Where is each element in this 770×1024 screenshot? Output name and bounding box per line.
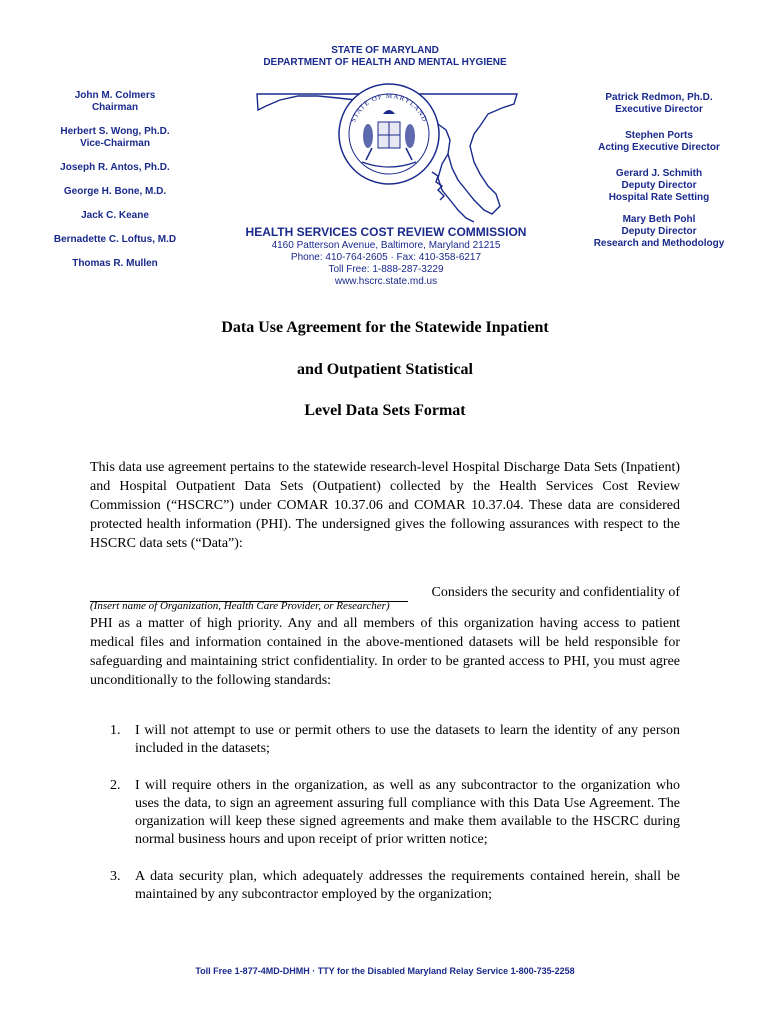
staff-entry — [584, 92, 734, 130]
intro-paragraph: This data use agreement pertains to the statewide research-level Hospital Discharge Data Sets (Inpatient) and Hospital Outpatient Data Sets (Outpatient) collected by the Health Services Cost Review Commission (“HSCRC”) under COMAR 10.37.06 and COMAR 10.37.04. These data are considered protected health information (PHI). The undersigned gives the following assurances with respect to the HSCRC data sets (“Data”): — [90, 460, 680, 551]
list-item-number: 2. — [110, 778, 121, 793]
commissioner-role: Chairman — [91, 102, 139, 113]
department-heading: DEPARTMENT OF HEALTH AND MENTAL HYGIENE — [263, 57, 507, 68]
commission-name: HEALTH SERVICES COST REVIEW COMMISSION — [245, 225, 527, 239]
commission-website[interactable]: www.hscrc.state.md.us — [334, 276, 438, 287]
document-title-line-3: Level Data Sets Format — [304, 402, 466, 419]
staff-entry — [584, 130, 734, 168]
commissioner-name: Bernadette C. Loftus, M.D — [53, 234, 177, 245]
commissioner-name: Thomas R. Mullen — [72, 258, 158, 269]
staff-title: Deputy Director — [621, 180, 697, 191]
commissioner-entry — [40, 126, 190, 162]
list-item-number: 1. — [110, 723, 121, 738]
staff-title: Deputy Director — [621, 226, 697, 237]
document-title-line-1: Data Use Agreement for the Statewide Inpatient — [221, 319, 549, 336]
commission-info — [236, 224, 536, 288]
signature-caption: (Insert name of Organization, Health Care Provider, or Researcher) — [90, 600, 390, 612]
footer-contact: Toll Free 1-877-4MD-DHMH · TTY for the Disabled Maryland Relay Service 1-800-735-2258 — [195, 966, 575, 976]
phi-paragraph: PHI as a matter of high priority. Any and all members of this organization having access to patient medical files and information contained in the above-mentioned datasets will be held responsible for safeguarding and maintaining strict confidentiality. In order to be granted access to PHI, you must agree unconditionally to the following standards: — [90, 616, 680, 688]
staff-title: Acting Executive Director — [598, 142, 720, 153]
staff-name: Patrick Redmon, Ph.D. — [605, 92, 713, 103]
commissioner-entry — [40, 186, 190, 210]
commissioner-name: Joseph R. Antos, Ph.D. — [60, 162, 170, 173]
staff-list — [584, 92, 734, 250]
state-heading: STATE OF MARYLAND — [331, 45, 439, 56]
state-seal — [339, 84, 439, 184]
commissioner-role: Vice-Chairman — [80, 138, 150, 149]
commissioner-entry — [40, 234, 190, 258]
svg-text:STATE OF MARYLAND: STATE OF MARYLAND — [349, 91, 429, 124]
commissioner-entry — [40, 162, 190, 186]
commissioner-name: George H. Bone, M.D. — [63, 186, 167, 197]
staff-entry — [584, 214, 734, 250]
commissioner-entry — [40, 258, 190, 282]
list-item — [90, 868, 680, 904]
standards-list — [90, 722, 680, 904]
signature-trailing-text: Considers the security and confidentiality of — [431, 585, 680, 600]
staff-title-detail: Hospital Rate Setting — [608, 192, 710, 203]
list-item-text: A data security plan, which adequately addresses the requirements contained herein, shall be maintained by any subcontractor employed by the organization; — [135, 869, 680, 902]
maryland-map-seal-logo — [252, 74, 522, 224]
staff-title-detail: Research and Methodology — [593, 238, 725, 249]
document-title-line-2: and Outpatient Statistical — [296, 361, 473, 378]
staff-name: Gerard J. Schmith — [615, 168, 703, 179]
staff-entry — [584, 168, 734, 214]
commissioners-list — [40, 90, 190, 282]
commission-toll-free: Toll Free: 1-888-287-3229 — [328, 264, 444, 275]
staff-name: Stephen Ports — [625, 130, 693, 141]
list-item — [90, 777, 680, 849]
list-item-text: I will require others in the organization, as well as any subcontractor to the organization who uses the data, to sign an agreement assuring full compliance with this Data Use Agreement. The organization will keep these signed agreements and make them available to the HSCRC during normal business hours and upon receipt of prior written notice; — [135, 778, 680, 847]
list-item-text: I will not attempt to use or permit others to use the datasets to learn the identity of any person included in the datasets; — [135, 723, 680, 756]
commissioner-name: John M. Colmers — [74, 90, 156, 101]
staff-name: Mary Beth Pohl — [622, 214, 696, 225]
list-item — [90, 722, 680, 758]
commission-phone-fax: Phone: 410-764-2605 · Fax: 410-358-6217 — [290, 252, 482, 263]
staff-title: Executive Director — [615, 104, 703, 115]
commission-address: 4160 Patterson Avenue, Baltimore, Maryland 21215 — [271, 240, 501, 251]
commissioner-entry — [40, 210, 190, 234]
commissioner-entry — [40, 90, 190, 126]
commissioner-name: Herbert S. Wong, Ph.D. — [60, 126, 170, 137]
list-item-number: 3. — [110, 869, 121, 884]
commissioner-name: Jack C. Keane — [81, 210, 149, 221]
